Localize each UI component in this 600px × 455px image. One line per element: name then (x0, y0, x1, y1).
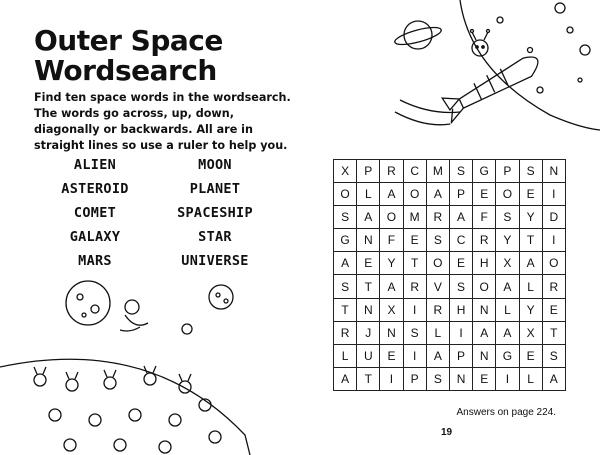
grid-cell: A (334, 367, 357, 390)
grid-cell: A (380, 183, 403, 206)
word-item: COMET (73, 205, 117, 221)
grid-cell: A (496, 275, 519, 298)
grid-row (334, 275, 566, 298)
grid-cell: R (473, 229, 496, 252)
grid-row (334, 160, 566, 183)
grid-cell: C (403, 160, 426, 183)
grid-cell: R (380, 160, 403, 183)
word-item: MOON (198, 157, 232, 173)
grid-cell: A (426, 344, 449, 367)
grid-row (334, 252, 566, 275)
grid-cell: H (449, 298, 472, 321)
grid-cell: O (542, 252, 565, 275)
grid-cell: S (403, 321, 426, 344)
grid-cell: G (334, 229, 357, 252)
page-title (34, 26, 223, 86)
grid-cell: L (426, 321, 449, 344)
grid-cell: E (357, 252, 380, 275)
grid-cell: O (426, 252, 449, 275)
grid-cell: O (334, 183, 357, 206)
grid-cell: D (542, 206, 565, 229)
grid-cell: T (357, 275, 380, 298)
grid-cell: T (403, 252, 426, 275)
grid-cell: I (542, 229, 565, 252)
grid-cell: N (357, 229, 380, 252)
word-item: UNIVERSE (181, 253, 249, 269)
grid-cell: H (473, 252, 496, 275)
grid-cell: R (542, 275, 565, 298)
grid-row (334, 298, 566, 321)
grid-cell: S (426, 367, 449, 390)
word-item: PLANET (189, 181, 241, 197)
grid-cell: G (496, 344, 519, 367)
grid-cell: R (426, 298, 449, 321)
grid-cell: A (519, 252, 542, 275)
grid-cell: O (473, 275, 496, 298)
grid-cell: E (473, 183, 496, 206)
title-line-1: Outer Space (34, 24, 223, 57)
grid-cell: O (496, 183, 519, 206)
grid-cell: P (403, 367, 426, 390)
word-item: GALAXY (69, 229, 121, 245)
word-item: ASTEROID (61, 181, 129, 197)
grid-row (334, 321, 566, 344)
planet-aliens-illustration (0, 275, 300, 455)
grid-cell: E (519, 344, 542, 367)
grid-cell: X (380, 298, 403, 321)
grid-cell: S (426, 229, 449, 252)
grid-cell: A (449, 206, 472, 229)
alien-icon (471, 30, 490, 57)
grid-cell: S (496, 206, 519, 229)
grid-cell: A (496, 321, 519, 344)
title-line-2: Wordsearch (34, 54, 217, 87)
grid-cell: X (519, 321, 542, 344)
grid-cell: O (403, 183, 426, 206)
grid-cell: I (449, 321, 472, 344)
word-list (40, 156, 280, 270)
grid-cell: A (473, 321, 496, 344)
grid-cell: E (380, 344, 403, 367)
grid-cell: P (449, 183, 472, 206)
instructions-text: Find ten space words in the wordsearch. The words go across, up, down, diagonally or backwards. All are in straight lines so use a ruler to help you. (34, 91, 291, 152)
grid-cell: I (542, 183, 565, 206)
grid-cell: I (403, 344, 426, 367)
word-item: STAR (198, 229, 232, 245)
grid-cell: F (473, 206, 496, 229)
grid-cell: E (542, 298, 565, 321)
grid-cell: E (473, 367, 496, 390)
grid-cell: Y (380, 252, 403, 275)
grid-cell: A (334, 252, 357, 275)
grid-cell: S (449, 160, 472, 183)
grid-cell: I (403, 298, 426, 321)
grid-cell: R (403, 275, 426, 298)
grid-cell: M (403, 206, 426, 229)
ringed-planet-icon (404, 21, 432, 49)
page-number: 19 (441, 427, 453, 438)
grid-cell: N (357, 298, 380, 321)
grid-cell: T (334, 298, 357, 321)
grid-cell: J (357, 321, 380, 344)
word-item: MARS (78, 253, 112, 269)
grid-cell: N (380, 321, 403, 344)
grid-cell: X (496, 252, 519, 275)
grid-cell: L (334, 344, 357, 367)
answers-note: Answers on page 224. (456, 407, 556, 418)
flying-alien-icon (120, 300, 148, 331)
grid-cell: S (542, 344, 565, 367)
grid-cell: C (449, 229, 472, 252)
grid-row (334, 206, 566, 229)
grid-cell: M (426, 160, 449, 183)
grid-cell: S (449, 275, 472, 298)
grid-cell: Y (519, 298, 542, 321)
grid-cell: R (334, 321, 357, 344)
grid-cell: A (380, 275, 403, 298)
grid-cell: L (519, 275, 542, 298)
grid-cell: V (426, 275, 449, 298)
grid-cell: T (542, 321, 565, 344)
grid-cell: A (542, 367, 565, 390)
grid-cell: U (357, 344, 380, 367)
grid-cell: F (380, 229, 403, 252)
grid-cell: E (449, 252, 472, 275)
wordsearch-grid (333, 159, 566, 391)
grid-row (334, 367, 566, 390)
grid-cell: A (357, 206, 380, 229)
grid-cell: L (496, 298, 519, 321)
grid-row (334, 183, 566, 206)
grid-cell: I (496, 367, 519, 390)
alien-crowd (34, 366, 221, 453)
grid-cell: P (449, 344, 472, 367)
grid-cell: P (496, 160, 519, 183)
grid-cell: N (449, 367, 472, 390)
grid-cell: A (426, 183, 449, 206)
grid-cell: N (473, 298, 496, 321)
grid-cell: E (403, 229, 426, 252)
grid-cell: N (473, 344, 496, 367)
grid-cell: T (357, 367, 380, 390)
grid-cell: L (357, 183, 380, 206)
grid-cell: E (519, 183, 542, 206)
grid-row (334, 229, 566, 252)
grid-cell: Y (519, 206, 542, 229)
grid-cell: L (519, 367, 542, 390)
grid-cell: X (334, 160, 357, 183)
grid-cell: Y (496, 229, 519, 252)
rocket-illustration (380, 0, 600, 140)
grid-row (334, 344, 566, 367)
grid-cell: I (380, 367, 403, 390)
grid-cell: P (357, 160, 380, 183)
grid-cell: R (426, 206, 449, 229)
word-item: ALIEN (73, 157, 117, 173)
grid-cell: S (334, 275, 357, 298)
grid-cell: O (380, 206, 403, 229)
grid-cell: T (519, 229, 542, 252)
grid-cell: S (334, 206, 357, 229)
moon-icon (66, 281, 110, 325)
grid-cell: N (542, 160, 565, 183)
grid-cell: S (519, 160, 542, 183)
grid-cell: G (473, 160, 496, 183)
word-item: SPACESHIP (177, 205, 253, 221)
moon-icon (209, 285, 233, 309)
